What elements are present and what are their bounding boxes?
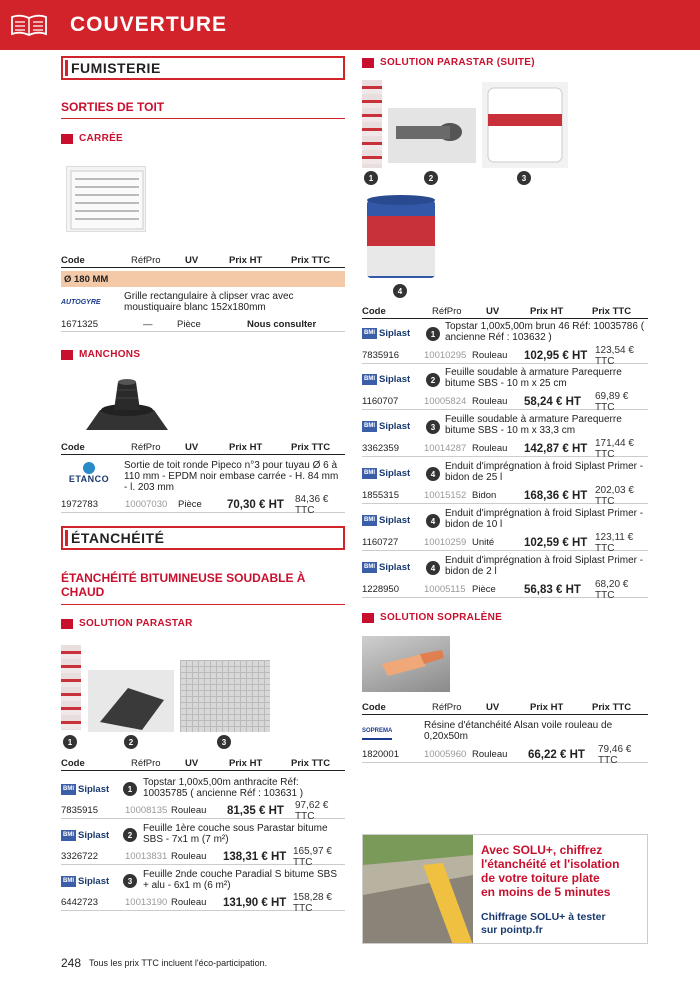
product-description: Feuille soudable à armature Parequerre bitume SBS - 10 m x 33,3 cm bbox=[445, 414, 622, 436]
promo-link[interactable]: Chiffrage SOLU+ à tester sur pointp.fr bbox=[481, 911, 606, 936]
subheading-carree: CARRÉE bbox=[61, 133, 123, 144]
product-description: Feuille 2nde couche Paradial S bitume SBS + alu - 6x1 m (6 m²) bbox=[143, 869, 338, 891]
footer-note: Tous les prix TTC incluent l'éco-participation. bbox=[89, 958, 268, 968]
product-description: Feuille soudable à armature Parequerre bitume SBS - 10 m x 25 cm bbox=[445, 367, 622, 389]
number-badge: 4 bbox=[426, 467, 440, 481]
bucket-image bbox=[363, 192, 439, 282]
product-description: Enduit d'imprégnation à froid Siplast Primer - bidon de 10 l bbox=[445, 508, 644, 530]
number-badge: 1 bbox=[63, 735, 77, 749]
divider bbox=[61, 604, 345, 605]
product-description: Grille rectangulaire à clipser vrac avec moustiquaire blanc 152x180mm bbox=[124, 291, 294, 313]
table-row: 3362359 10014287 Rouleau 142,87 € HT 171,44 € TTC bbox=[362, 441, 648, 457]
brand-siplast: BMI Siplast bbox=[364, 373, 411, 385]
number-badge: 1 bbox=[123, 782, 137, 796]
grille-image bbox=[66, 166, 146, 232]
section-fumisterie: FUMISTERIE bbox=[61, 56, 345, 80]
brand-siplast: BMI Siplast bbox=[364, 467, 411, 479]
table-row: 1228950 10005115 Pièce 56,83 € HT 68,20 € TTC bbox=[362, 582, 648, 598]
brand-siplast: BMI Siplast bbox=[63, 783, 110, 795]
number-badge: 1 bbox=[426, 327, 440, 341]
manchon-image bbox=[84, 374, 170, 434]
table-row: 6442723 10013190 Rouleau 131,90 € HT 158,28 € TTC bbox=[61, 895, 345, 911]
page-number: 248 bbox=[61, 956, 82, 970]
number-badge: 2 bbox=[124, 735, 138, 749]
number-badge: 4 bbox=[393, 284, 407, 298]
table-row: 1855315 10015152 Bidon 168,36 € HT 202,03 € TTC bbox=[362, 488, 648, 504]
band-image bbox=[388, 108, 476, 163]
table-row: 7835916 10010295 Rouleau 102,95 € HT 123,54 € TTC bbox=[362, 348, 648, 364]
number-badge: 4 bbox=[426, 514, 440, 528]
table-row: 1972783 10007030 Pièce 70,30 € HT 84,36 € TTC bbox=[61, 497, 345, 513]
table-header: Code RéfPro UV Prix HT Prix TTC bbox=[61, 254, 345, 268]
number-badge: 4 bbox=[426, 561, 440, 575]
brand-siplast: BMI Siplast bbox=[364, 561, 411, 573]
roll-image bbox=[362, 80, 382, 168]
roll-image bbox=[61, 645, 81, 730]
number-badge: 3 bbox=[123, 874, 137, 888]
divider bbox=[61, 118, 345, 119]
product-description: Enduit d'imprégnation à froid Siplast Primer - bidon de 25 l bbox=[445, 461, 644, 483]
brand-siplast: BMI Siplast bbox=[364, 327, 411, 339]
resin-image bbox=[362, 636, 450, 692]
number-badge: 1 bbox=[364, 171, 378, 185]
number-badge: 2 bbox=[424, 171, 438, 185]
table-header: Code RéfPro UV Prix HT Prix TTC bbox=[61, 441, 345, 455]
table-row: 1160707 10005824 Rouleau 58,24 € HT 69,89 € TTC bbox=[362, 394, 648, 410]
table-header: Code RéfPro UV Prix HT Prix TTC bbox=[61, 757, 345, 771]
subheading-parastar-suite: SOLUTION PARASTAR (SUITE) bbox=[362, 57, 535, 68]
promo-headline: Avec SOLU+, chiffrez l'étanchéité et l'isolation de votre toiture plate en moins de 5 minutes bbox=[481, 843, 620, 899]
product-description: Résine d'étanchéité Alsan voile rouleau de 0,20x50m bbox=[424, 720, 613, 742]
number-badge: 2 bbox=[426, 373, 440, 387]
table-row: 1820001 10005960 Rouleau 66,22 € HT 79,46 € TTC bbox=[362, 747, 648, 763]
brand-siplast: BMI Siplast bbox=[63, 875, 110, 887]
brand-siplast: BMI Siplast bbox=[364, 420, 411, 432]
product-description: Topstar 1,00x5,00m anthracite Réf: 10035785 ( ancienne Réf : 103631 ) bbox=[143, 777, 304, 799]
table-row: 7835915 10008135 Rouleau 81,35 € HT 97,62 € TTC bbox=[61, 803, 345, 819]
table-header: Code RéfPro UV Prix HT Prix TTC bbox=[362, 701, 648, 715]
table-row: 3326722 10013831 Rouleau 138,31 € HT 165,97 € TTC bbox=[61, 849, 345, 865]
heading-sorties-de-toit: SORTIES DE TOIT bbox=[61, 100, 165, 114]
number-badge: 3 bbox=[426, 420, 440, 434]
number-badge: 2 bbox=[123, 828, 137, 842]
product-description: Enduit d'imprégnation à froid Siplast Primer - bidon de 2 l bbox=[445, 555, 644, 577]
brand-siplast: BMI Siplast bbox=[63, 829, 110, 841]
book-icon bbox=[0, 0, 58, 50]
product-description: Topstar 1,00x5,00m brun 46 Réf: 10035786 ( ancienne Réf : 103632 ) bbox=[445, 321, 645, 343]
page-footer bbox=[61, 956, 267, 970]
brand-autogyre: AUTOGYRE bbox=[61, 298, 101, 306]
number-badge: 3 bbox=[517, 171, 531, 185]
product-description: Feuille 1ère couche sous Parastar bitume SBS - 7x1 m (7 m²) bbox=[143, 823, 328, 845]
subheading-sopralene: SOLUTION SOPRALÈNE bbox=[362, 612, 502, 623]
subheader-diameter: Ø 180 MM bbox=[61, 271, 345, 287]
section-etancheite: ÉTANCHÉITÉ bbox=[61, 526, 345, 550]
page-header bbox=[0, 0, 700, 50]
heading-etancheite-bitumineuse: ÉTANCHÉITÉ BITUMINEUSE SOUDABLE À CHAUD bbox=[61, 571, 306, 599]
subheading-solution-parastar: SOLUTION PARASTAR bbox=[61, 618, 193, 629]
table-header: Code RéfPro UV Prix HT Prix TTC bbox=[362, 305, 648, 319]
brand-siplast: BMI Siplast bbox=[364, 514, 411, 526]
table-row: 1160727 10010259 Unité 102,59 € HT 123,11 € TTC bbox=[362, 535, 648, 551]
subheading-manchons: MANCHONS bbox=[61, 349, 140, 360]
page-title: COUVERTURE bbox=[70, 13, 228, 36]
brand-soprema: SOPREMA bbox=[362, 724, 392, 740]
membrane-image bbox=[88, 670, 174, 732]
brand-etanco: ETANCO bbox=[61, 462, 117, 490]
number-badge: 3 bbox=[217, 735, 231, 749]
grid-membrane-image bbox=[180, 660, 270, 732]
table-row: 1671325 — Pièce Nous consulter bbox=[61, 318, 345, 332]
promo-banner[interactable] bbox=[362, 834, 648, 944]
product-description: Sortie de toit ronde Pipeco n°3 pour tuyau Ø 6 à 110 mm - EPDM noir embase carrée - H. 84 mm - l. 203 mm bbox=[124, 460, 339, 493]
roll-white-image bbox=[482, 82, 568, 168]
